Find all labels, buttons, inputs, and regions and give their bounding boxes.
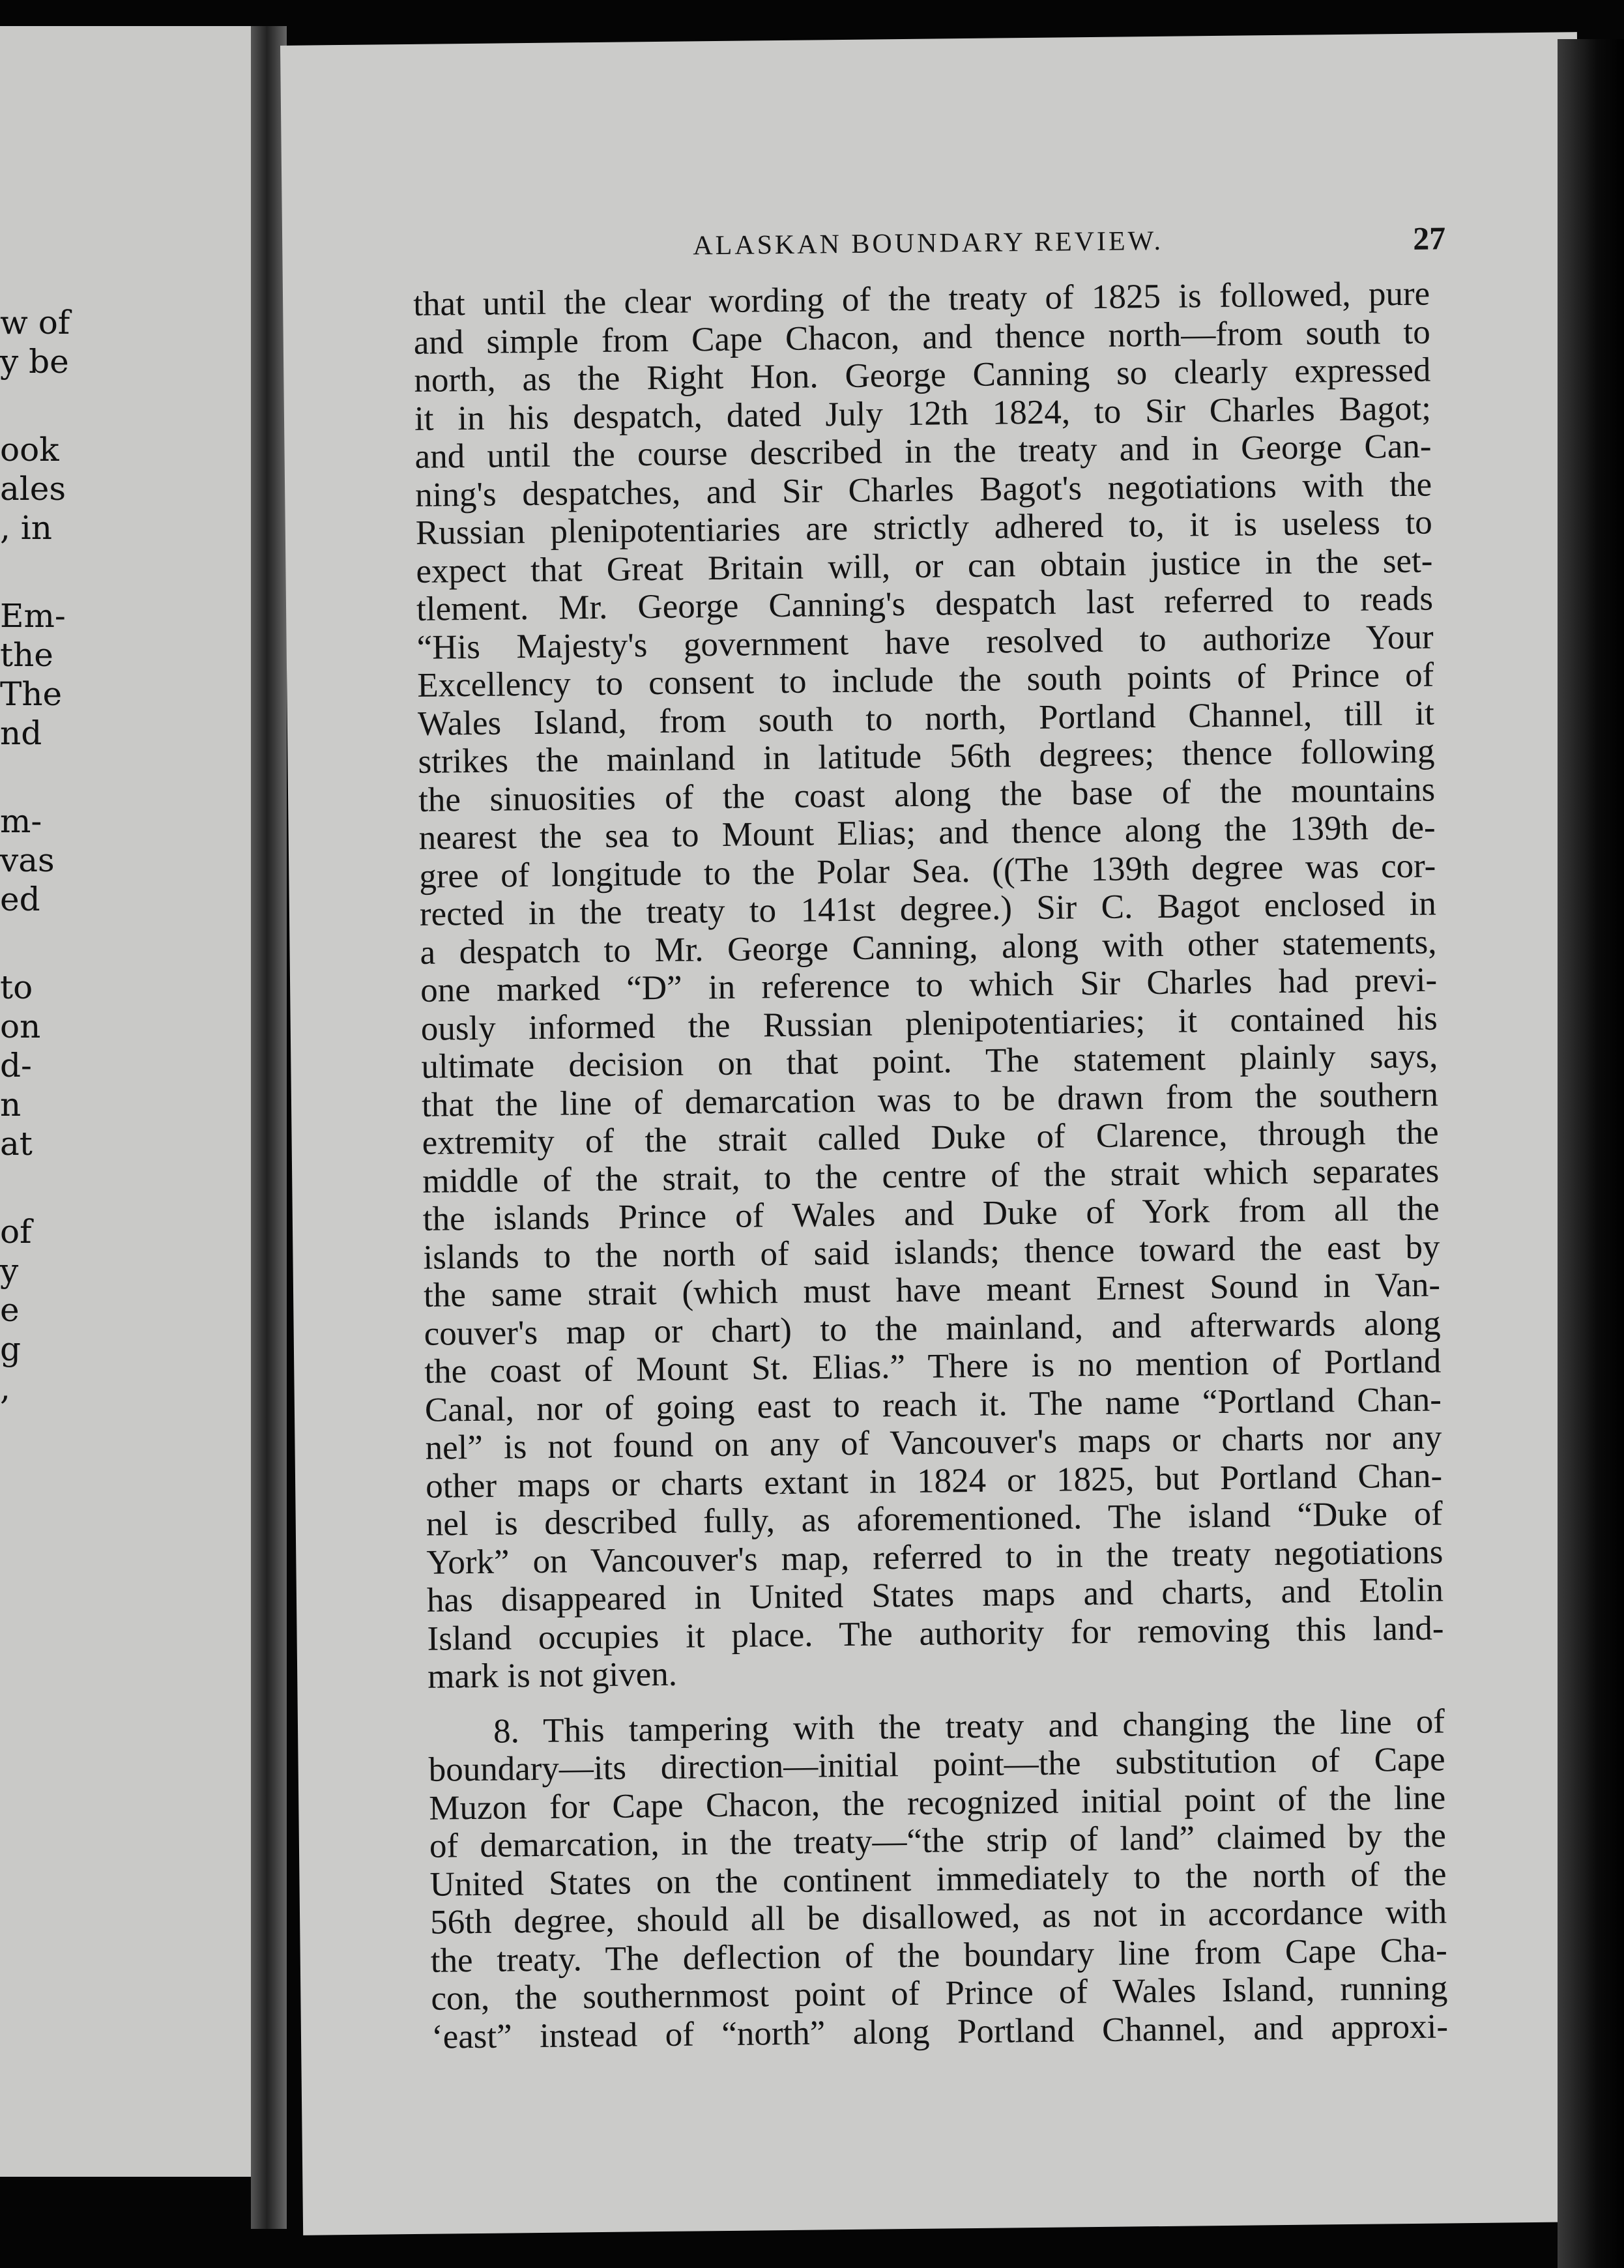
- text-line: couver's map or chart) to the mainland, and afterwards along: [424, 1303, 1441, 1353]
- text-line: Wales Island, from south to north, Portland Channel, till it: [417, 694, 1435, 743]
- text-line: Excellency to consent to include the south points of Prince of: [416, 656, 1434, 705]
- text-line: ‘east” instead of “north” along Portland Channel, and approxi-: [431, 2007, 1449, 2056]
- text-line: the sinuosities of the coast along the base of the mountains: [418, 770, 1436, 819]
- text-line: rected in the treaty to 141st degree.) Sir C. Bagot enclosed in: [419, 884, 1437, 933]
- text-line: has disappeared in United States maps and charts, and Etolin: [426, 1571, 1444, 1620]
- left-page-fragment: nd: [0, 714, 42, 752]
- text-line: ultimate decision on that point. The statement plainly says,: [421, 1037, 1438, 1086]
- left-page-fragment: y: [0, 1252, 19, 1290]
- text-line: of demarcation, in the treaty—“the strip of land” claimed by the: [429, 1816, 1447, 1865]
- left-page-fragment: the: [0, 636, 53, 674]
- text-line: Muzon for Cape Chacon, the recognized initial point of the line: [429, 1778, 1446, 1827]
- page-number: 27: [1412, 220, 1446, 257]
- text-line: middle of the strait, to the centre of the strait which separates: [422, 1151, 1440, 1200]
- text-line: and until the course described in the treaty and in George Can-: [414, 427, 1432, 476]
- text-line: ously informed the Russian plenipotentiaries; it contained his: [420, 998, 1438, 1048]
- left-page-fragment: vas: [0, 841, 55, 879]
- left-page-fragment: to: [0, 968, 33, 1006]
- left-page-fragment: ook: [0, 431, 59, 469]
- text-line: Island occupies it place. The authority for removing this land-: [427, 1608, 1444, 1658]
- left-page-fragment: at: [0, 1125, 33, 1163]
- text-line: boundary—its direction—initial point—the substitution of Cape: [428, 1740, 1445, 1789]
- text-line: it in his despatch, dated July 12th 1824, to Sir Charles Bagot;: [414, 389, 1432, 438]
- text-line: one marked “D” in reference to which Sir Charles had previ-: [420, 961, 1438, 1010]
- text-line: and simple from Cape Chacon, and thence north—from south to: [413, 313, 1430, 362]
- text-line: the islands Prince of Wales and Duke of York from all the: [422, 1189, 1440, 1238]
- paragraph-2: [428, 1702, 1448, 2056]
- left-facing-page: [0, 26, 257, 2177]
- left-page-fragment: y be: [0, 343, 69, 381]
- text-line: that until the clear wording of the treaty of 1825 is followed, pure: [413, 274, 1430, 323]
- left-page-fragment: ales: [0, 470, 66, 508]
- left-page-fragment: The: [0, 675, 63, 713]
- right-page: [280, 32, 1600, 2235]
- text-line: nel” is not found on any of Vancouver's maps or charts nor any: [425, 1418, 1442, 1467]
- text-line: strikes the mainland in latitude 56th degrees; thence following: [418, 732, 1435, 781]
- left-page-fragment: d-: [0, 1047, 32, 1084]
- left-page-fragment: , in: [0, 509, 52, 547]
- text-line: the same strait (which must have meant Ernest Sound in Van-: [423, 1266, 1441, 1315]
- text-line: gree of longitude to the Polar Sea. ((The 139th degree was cor-: [419, 847, 1436, 895]
- text-line: nearest the sea to Mount Elias; and thence along the 139th de-: [418, 808, 1436, 857]
- text-line: north, as the Right Hon. George Canning so clearly expressed: [414, 351, 1431, 400]
- text-line: 8. This tampering with the treaty and changing the line of: [493, 1702, 1445, 1751]
- left-page-fragment: ,: [0, 1369, 10, 1407]
- left-page-fragment: g: [0, 1330, 22, 1368]
- text-line: the coast of Mount St. Elias.” There is no mention of Portland: [424, 1342, 1442, 1391]
- text-line: United States on the continent immediately to the north of the: [429, 1854, 1447, 1904]
- text-line: con, the southernmost point of Prince of Wales Island, running: [431, 1969, 1448, 2018]
- text-line: other maps or charts extant in 1824 or 1825, but Portland Chan-: [425, 1456, 1443, 1505]
- paragraph-1: [413, 275, 1445, 1696]
- text-line: ning's despatches, and Sir Charles Bagot's negotiations with the: [414, 465, 1432, 514]
- text-line: nel is described fully, as aforementioned. The island “Duke of: [426, 1494, 1443, 1543]
- left-page-fragment: e: [0, 1291, 20, 1329]
- text-line: islands to the north of said islands; thence toward the east by: [423, 1227, 1440, 1277]
- running-title: ALASKAN BOUNDARY REVIEW.: [693, 225, 1164, 261]
- text-line: “His Majesty's government have resolved to authorize Your: [416, 618, 1434, 667]
- page-edge-shadow: [1558, 39, 1624, 2268]
- text-line: York” on Vancouver's map, referred to in the treaty negotiations: [426, 1532, 1443, 1582]
- text-line: Canal, nor of going east to reach it. The name “Portland Chan-: [424, 1380, 1442, 1429]
- text-line: extremity of the strait called Duke of Clarence, through the: [422, 1113, 1439, 1162]
- text-line: tlement. Mr. George Canning's despatch last referred to reads: [416, 579, 1434, 628]
- left-page-fragment: of: [0, 1213, 32, 1251]
- left-page-fragment: ed: [0, 880, 40, 918]
- left-page-fragment: m-: [0, 802, 42, 840]
- left-page-fragment: n: [0, 1086, 22, 1124]
- book-gutter: [251, 26, 287, 2229]
- text-line: mark is not given.: [427, 1655, 678, 1696]
- left-page-fragment: on: [0, 1008, 41, 1045]
- text-line: Russian plenipotentiaries are strictly adhered to, it is useless to: [415, 503, 1433, 552]
- text-line: 56th degree, should all be disallowed, as not in accordance with: [429, 1893, 1447, 1941]
- left-page-fragment: Em-: [0, 597, 66, 635]
- text-line: that the line of demarcation was to be drawn from the southern: [421, 1075, 1439, 1124]
- body-text: [413, 275, 1448, 2056]
- text-line: the treaty. The deflection of the boundary line from Cape Cha-: [430, 1930, 1447, 1980]
- text-line: a despatch to Mr. George Canning, along with other statements,: [420, 922, 1437, 972]
- text-line: expect that Great Britain will, or can obtain justice in the set-: [416, 542, 1433, 590]
- left-page-fragment: w of: [0, 304, 70, 342]
